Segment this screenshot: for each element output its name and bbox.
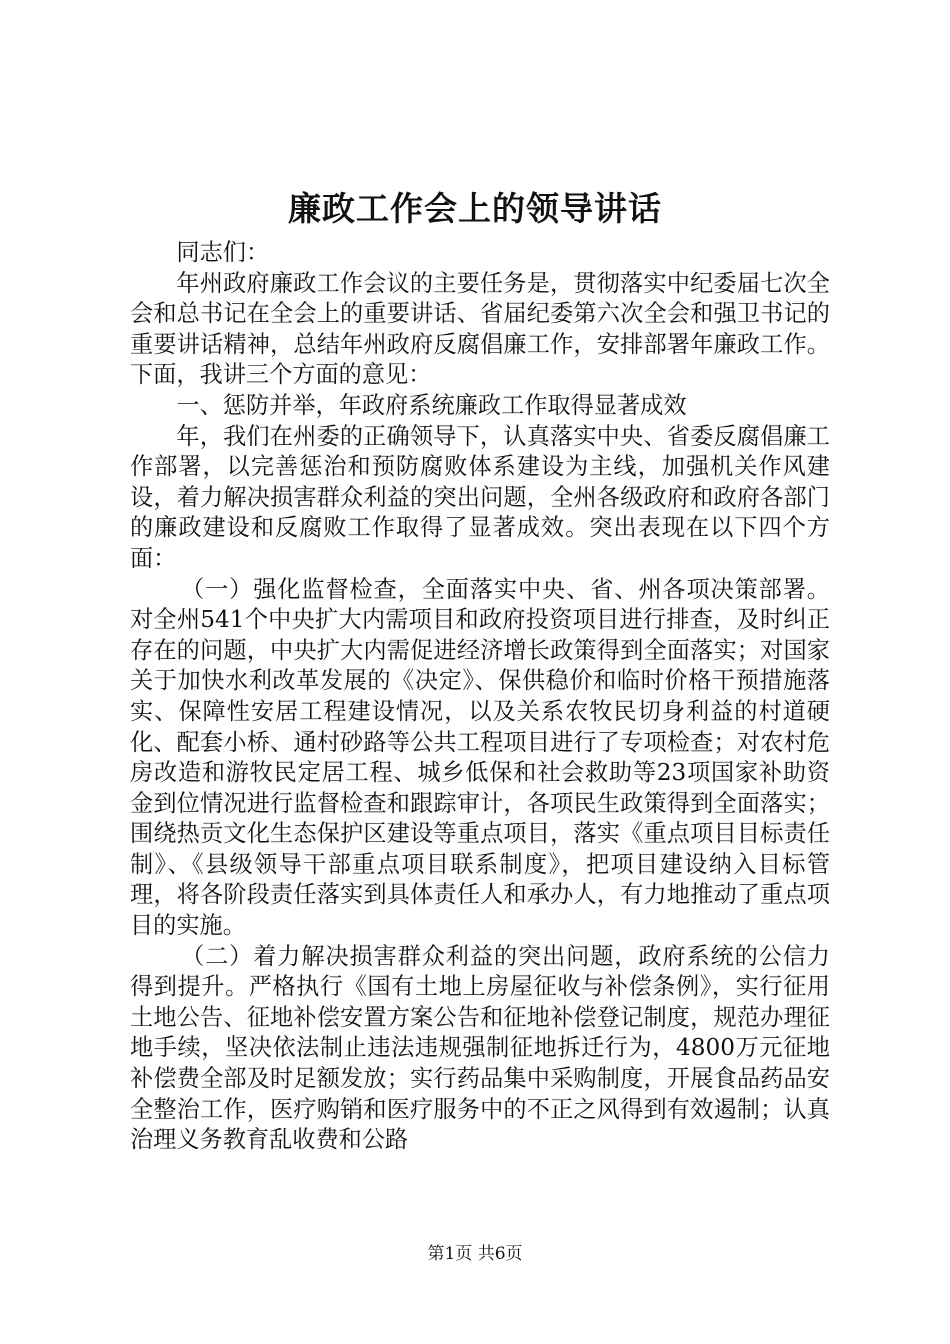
point-one-paragraph: （一）强化监督检查，全面落实中央、省、州各项决策部署。对全州541个中央扩大内需项目和政府投资项目进行排查，及时纠正存在的问题，中央扩大内需促进经济增长政策得到全面落实；对国家关于加快水利改革发展的《决定》、保供稳价和临时价格干预措施落实、保障性安居工程建设情况，以及关系农牧民切身利益的村道硬化、配套小桥、通村砂路等公共工程项目进行了专项检查；对农村危房改造和游牧民定居工程、城乡低保和社会救助等23项国家补助资金到位情况进行监督检查和跟踪审计，各项民生政策得到全面落实；围绕热贡文化生态保护区建设等重点项目，落实《重点项目目标责任制》、《县级领导干部重点项目联系制度》，把项目建设纳入目标管理，将各阶段责任落实到具体责任人和承办人，有力地推动了重点项目的实施。 — [130, 575, 830, 940]
page-number: 第1页 共6页 — [427, 1244, 523, 1264]
intro-paragraph: 年州政府廉政工作会议的主要任务是，贯彻落实中纪委届七次全会和总书记在全会上的重要讲话、省届纪委第六次全会和强卫书记的重要讲话精神，总结年州政府反腐倡廉工作，安排部署年廉政工作。下面，我讲三个方面的意见： — [130, 269, 830, 389]
summary-paragraph: 年，我们在州委的正确领导下，认真落实中央、省委反腐倡廉工作部署，以完善惩治和预防腐败体系建设为主线，加强机关作风建设，着力解决损害群众利益的突出问题，全州各级政府和政府各部门的廉政建设和反腐败工作取得了显著成效。突出表现在以下四个方面： — [130, 422, 830, 572]
document-title: 廉政工作会上的领导讲话 — [288, 189, 662, 228]
document-body — [130, 238, 830, 1156]
salutation-paragraph: 同志们： — [176, 239, 270, 266]
point-two-paragraph: （二）着力解决损害群众利益的突出问题，政府系统的公信力得到提升。严格执行《国有土地上房屋征收与补偿条例》，实行征用土地公告、征地补偿安置方案公告和征地补偿登记制度，规范办理征地手续，坚决依法制止违法违规强制征地拆迁行为，4800万元征地补偿费全部及时足额发放；实行药品集中采购制度，开展食品药品安全整治工作，医疗购销和医疗服务中的不正之风得到有效遏制；认真治理义务教育乱收费和公路 — [130, 942, 830, 1154]
section-heading: 一、惩防并举，年政府系统廉政工作取得显著成效 — [176, 391, 687, 419]
